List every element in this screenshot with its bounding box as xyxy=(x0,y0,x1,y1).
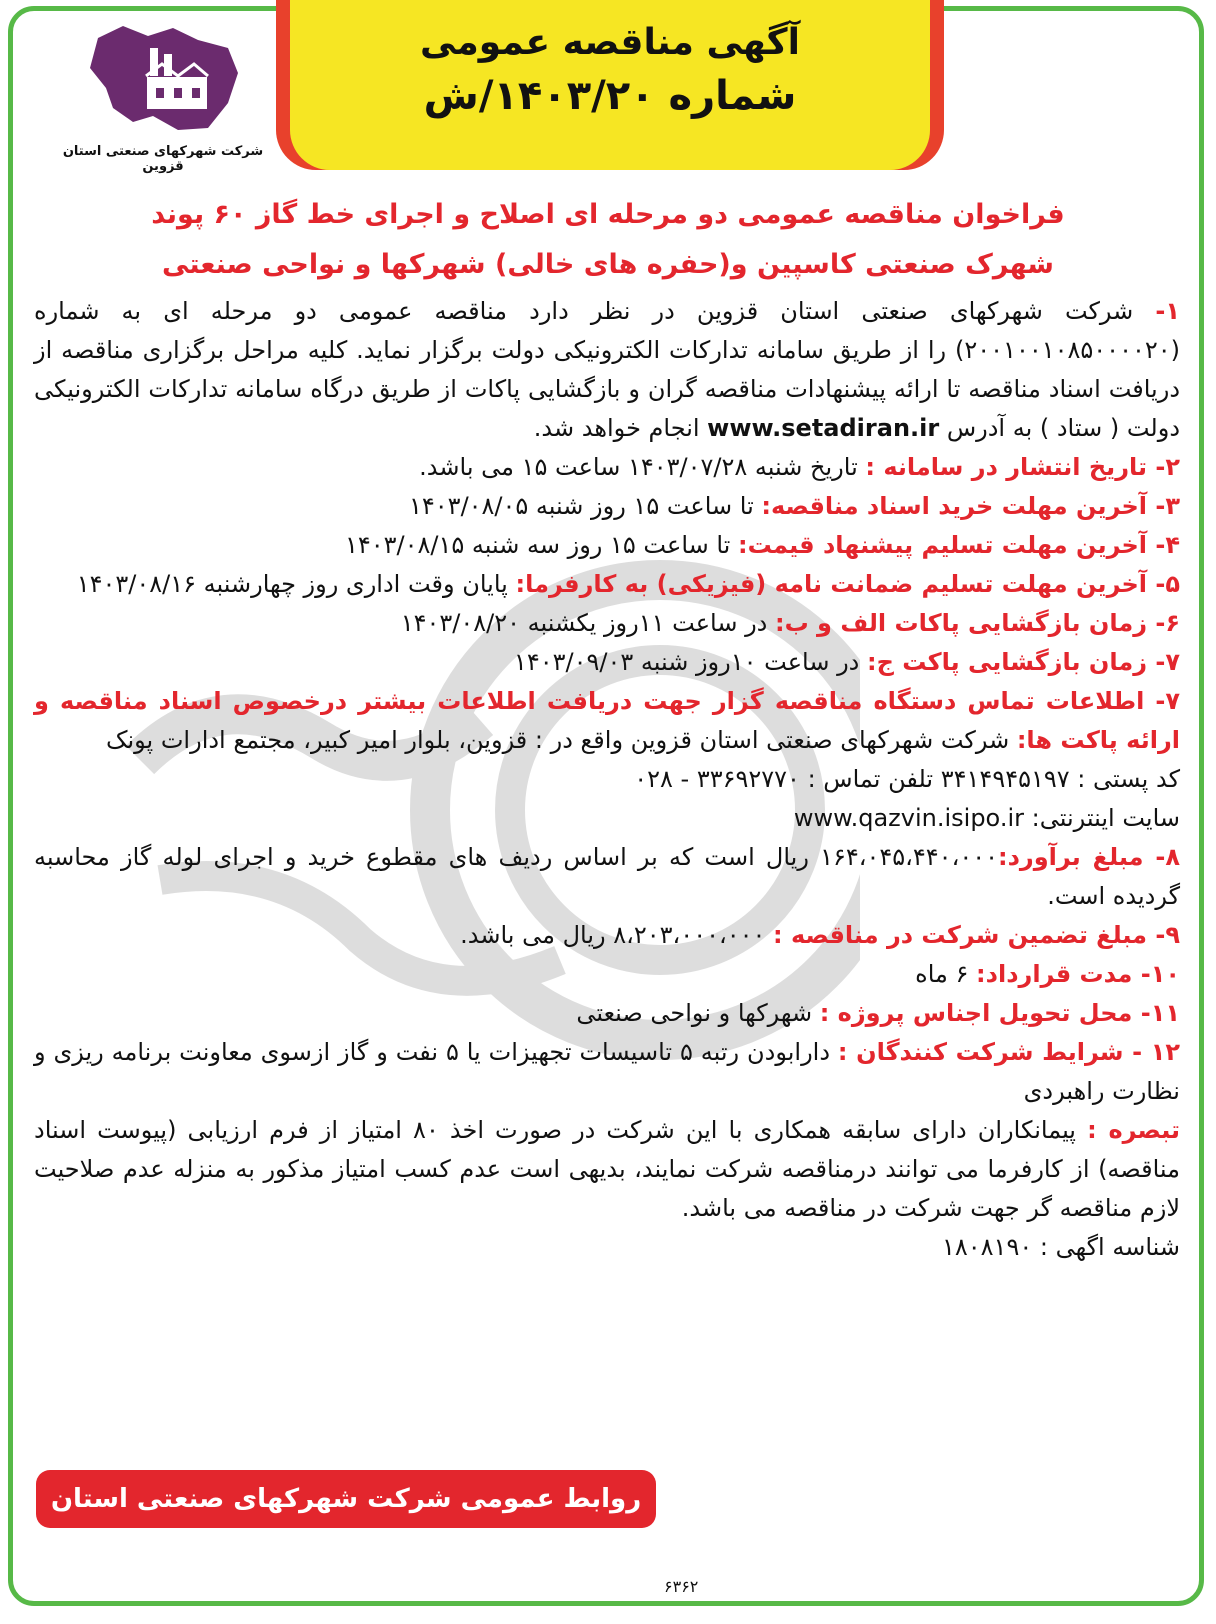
notice-title: آگهی مناقصه عمومی xyxy=(420,22,800,63)
item-1-text: شرکت شهرکهای صنعتی استان قزوین در نظر دارد مناقصه عمومی دو مرحله ای به شماره (۲۰۰۱۰۰۱۰۸۵۰۰۰۰۲۰) را از طریق سامانه تدارکات الکترونیکی دولت برگزار نماید. کلیه مراحل برگزاری مناقصه از دریافت اسناد مناقصه تا ارائه پیشنهادات مناقصه گران و بازگشایی پاکات از طریق درگاه سامانه تدارکات الکترونیکی دولت ( ستاد ) به آدرس xyxy=(34,297,1180,442)
item-6-label: ۶- زمان بازگشایی پاکات الف و ب: xyxy=(774,609,1180,637)
contact-site xyxy=(34,799,1180,838)
item-7b-value: شرکت شهرکهای صنعتی استان قزوین واقع در : قزوین، بلوار امیر کبیر، مجتمع ادارات پونک xyxy=(105,726,1017,754)
subtitle-line-1: فراخوان مناقصه عمومی دو مرحله ای اصلاح و اجرای خط گاز ۶۰ پوند xyxy=(151,199,1065,230)
qazvin-site-link[interactable]: www.qazvin.isipo.ir xyxy=(793,804,1024,832)
company-logo xyxy=(48,18,278,174)
item-7a-value: در ساعت ۱۰روز شنبه ۱۴۰۳/۰۹/۰۳ xyxy=(513,648,867,676)
item-8-label: ۸- مبلغ برآورد: xyxy=(998,843,1181,871)
item-3-value: تا ساعت ۱۵ روز شنبه ۱۴۰۳/۰۸/۰۵ xyxy=(409,492,762,520)
item-11-label: ۱۱- محل تحویل اجناس پروژه : xyxy=(819,999,1180,1027)
item-10-label: ۱۰- مدت قرارداد: xyxy=(976,960,1180,988)
item-7a-label: ۷- زمان بازگشایی پاکت ج: xyxy=(866,648,1180,676)
note-label: تبصره : xyxy=(1087,1116,1181,1144)
item-10 xyxy=(34,955,1180,994)
item-5 xyxy=(34,565,1180,604)
site-label: سایت اینترنتی: xyxy=(1023,804,1180,832)
iran-map-factory-icon xyxy=(78,18,248,138)
item-3-label: ۳- آخرین مهلت خرید اسناد مناقصه: xyxy=(761,492,1180,520)
item-10-value: ۶ ماه xyxy=(915,960,977,988)
note xyxy=(34,1111,1180,1228)
item-9-value: ۸،۲۰۳،۰۰۰،۰۰۰ ریال می باشد. xyxy=(460,921,774,949)
logo-caption: شرکت شهرکهای صنعتی استان قزوین xyxy=(62,144,264,174)
contact-postal: کد پستی : ۳۴۱۴۹۴۵۱۹۷ تلفن تماس : ۳۳۶۹۲۷۷۰ - ۰۲۸ xyxy=(634,765,1180,793)
item-12-label: ۱۲ - شرایط شرکت کنندگان : xyxy=(837,1038,1180,1066)
item-4-label: ۴- آخرین مهلت تسلیم پیشنهاد قیمت: xyxy=(737,531,1180,559)
item-6-value: در ساعت ۱۱روز یکشنبه ۱۴۰۳/۰۸/۲۰ xyxy=(400,609,775,637)
item-4-value: تا ساعت ۱۵ روز سه شنبه ۱۴۰۳/۰۸/۱۵ xyxy=(344,531,738,559)
item-9 xyxy=(34,916,1180,955)
item-3 xyxy=(34,487,1180,526)
item-1-tail: انجام خواهد شد. xyxy=(533,414,708,442)
item-5-value: پایان وقت اداری روز چهارشنبه ۱۴۰۳/۰۸/۱۶ xyxy=(76,570,516,598)
item-2 xyxy=(34,448,1180,487)
item-1-number: ۱- xyxy=(1155,297,1180,325)
public-relations-footer: روابط عمومی شرکت شهرکهای صنعتی استان قزوین xyxy=(36,1470,656,1528)
item-11 xyxy=(34,994,1180,1033)
header-banner xyxy=(290,0,930,170)
item-12-value: دارابودن رتبه ۵ تاسیسات تجهیزات یا ۵ نفت و گاز ازسوی معاونت برنامه ریزی و نظارت راهبردی xyxy=(34,1038,1180,1105)
item-7a xyxy=(34,643,1180,682)
footer-code: ۶۳۶۲ xyxy=(664,1577,699,1596)
note-value: پیمانکاران دارای سابقه همکاری با این شرکت در صورت اخذ ۸۰ امتیاز از فرم ارزیابی (پیوست اسناد مناقصه) از کارفرما می توانند درمناقصه شرکت نمایند، بدیهی است عدم کسب امتیاز مذکور به منزله عدم صلاحیت لازم مناقصه گر جهت شرکت در مناقصه می باشد. xyxy=(34,1116,1180,1222)
item-6 xyxy=(34,604,1180,643)
item-8-value: ۱۶۴،۰۴۵،۴۴۰،۰۰۰ ریال است که بر اساس ردیف های مقطوع خرید و اجرای لوله گاز محاسبه گردیده است. xyxy=(34,843,1180,910)
notice-body xyxy=(34,292,1180,1267)
item-2-value: تاریخ شنبه ۱۴۰۳/۰۷/۲۸ ساعت ۱۵ می باشد. xyxy=(419,453,866,481)
setadiran-link[interactable]: www.setadiran.ir xyxy=(707,414,940,442)
tender-subtitle xyxy=(80,190,1136,290)
ad-id: شناسه اگهی : ۱۸۰۸۱۹۰ xyxy=(941,1233,1180,1261)
item-5-label: ۵- آخرین مهلت تسلیم ضمانت نامه (فیزیکی) به کارفرما: xyxy=(515,570,1180,598)
item-11-value: شهرکها و نواحی صنعتی xyxy=(576,999,820,1027)
subtitle-line-2: شهرک صنعتی کاسپین و(حفره های خالی) شهرکها و نواحی صنعتی xyxy=(162,249,1054,280)
notice-number: شماره ۱۴۰۳/۲۰/ش xyxy=(423,73,797,119)
item-9-label: ۹- مبلغ تضمین شرکت در مناقصه : xyxy=(773,921,1180,949)
item-4 xyxy=(34,526,1180,565)
item-2-label: ۲- تاریخ انتشار در سامانه : xyxy=(865,453,1180,481)
item-1 xyxy=(34,292,1180,448)
item-8 xyxy=(34,838,1180,916)
item-7b-label: ۷- اطلاعات تماس دستگاه مناقصه گزار جهت دریافت اطلاعات بیشتر درخصوص اسناد مناقصه و ارائه پاکت ها: xyxy=(34,687,1180,754)
item-12 xyxy=(34,1033,1180,1111)
item-7b xyxy=(34,682,1180,760)
